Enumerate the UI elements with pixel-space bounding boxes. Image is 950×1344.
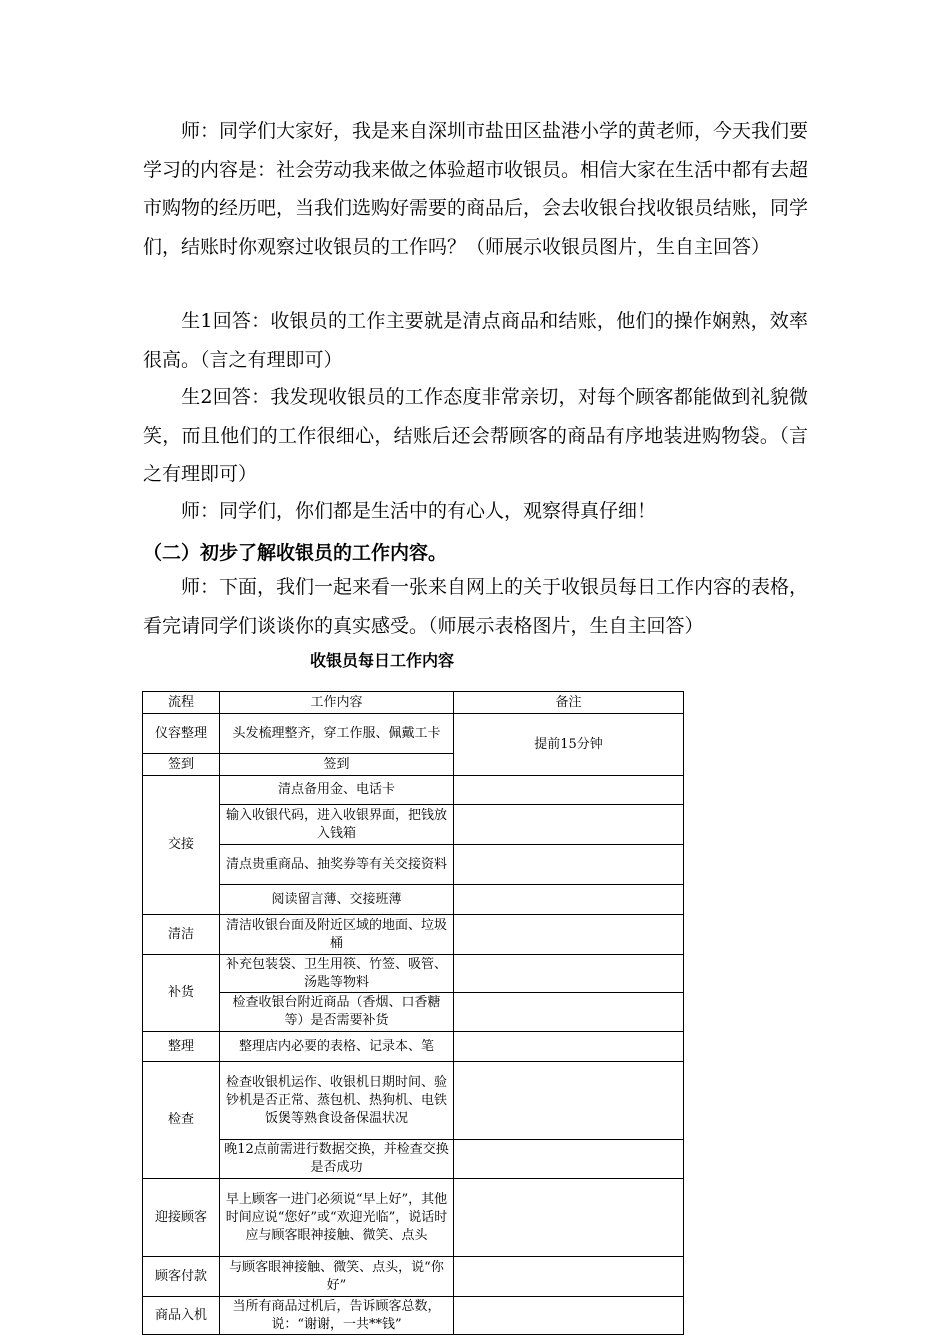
table-row	[143, 1062, 684, 1140]
paragraph-student-2: 生2回答：我发现收银员的工作态度非常亲切，对每个顾客都能做到礼貌微笑，而且他们的工作很细心，结账后还会帮顾客的商品有序地装进购物袋。（言之有理即可）	[143, 386, 808, 485]
note-cell	[454, 1062, 684, 1140]
table-row	[143, 776, 684, 805]
process-cell: 商品入机	[143, 1297, 220, 1335]
note-cell	[454, 1032, 684, 1062]
header-content: 工作内容	[220, 692, 454, 714]
process-cell: 检查	[143, 1062, 220, 1179]
content-cell: 与顾客眼神接触、微笑、点头，说“你好”	[220, 1257, 454, 1297]
note-cell: 提前15分钟	[454, 714, 684, 776]
note-cell	[454, 845, 684, 885]
table-row	[143, 714, 684, 754]
paragraph-student-1: 生1回答：收银员的工作主要就是清点商品和结账，他们的操作娴熟，效率很高。（言之有理即可）	[143, 310, 808, 371]
work-content-table	[142, 691, 684, 1335]
content-cell: 阅读留言薄、交接班薄	[220, 885, 454, 915]
note-cell	[454, 776, 684, 805]
content-cell: 补充包装袋、卫生用筷、竹签、吸管、汤匙等物料	[220, 955, 454, 993]
table-row	[143, 1297, 684, 1335]
content-cell: 整理店内必要的表格、记录本、笔	[220, 1032, 454, 1062]
note-cell	[454, 1297, 684, 1335]
header-note: 备注	[454, 692, 684, 714]
section-heading: （二）初步了解收银员的工作内容。	[143, 542, 448, 564]
note-cell	[454, 955, 684, 993]
note-cell	[454, 805, 684, 845]
note-cell	[454, 1257, 684, 1297]
table-row	[143, 1032, 684, 1062]
note-cell	[454, 1179, 684, 1257]
table-row	[143, 1140, 684, 1179]
paragraph-teacher-intro: 师：同学们大家好，我是来自深圳市盐田区盐港小学的黄老师，今天我们要学习的内容是：社会劳动我来做之体验超市收银员。相信大家在生活中都有去超市购物的经历吧，当我们选购好需要的商品后，会去收银台找收银员结账，同学们，结账时你观察过收银员的工作吗？（师展示收银员图片，生自主回答）	[143, 120, 809, 258]
content-cell: 清洁收银台面及附近区域的地面、垃圾桶	[220, 915, 454, 955]
table-header-row	[143, 692, 684, 714]
process-cell: 整理	[143, 1032, 220, 1062]
note-cell	[454, 1140, 684, 1179]
table-row	[143, 805, 684, 845]
table-row	[143, 993, 684, 1032]
table-row	[143, 885, 684, 915]
table-caption: 收银员每日工作内容	[310, 651, 455, 670]
process-cell: 顾客付款	[143, 1257, 220, 1297]
content-cell: 输入收银代码，进入收银界面，把钱放入钱箱	[220, 805, 454, 845]
note-cell	[454, 993, 684, 1032]
process-cell: 迎接顾客	[143, 1179, 220, 1257]
process-cell: 清洁	[143, 915, 220, 955]
table-row	[143, 955, 684, 993]
content-cell: 晚12点前需进行数据交换，并检查交换是否成功	[220, 1140, 454, 1179]
note-cell	[454, 915, 684, 955]
note-cell	[454, 885, 684, 915]
header-process: 流程	[143, 692, 220, 714]
process-cell: 仪容整理	[143, 714, 220, 754]
content-cell: 清点备用金、电话卡	[220, 776, 454, 805]
table-row	[143, 845, 684, 885]
content-cell: 清点贵重商品、抽奖券等有关交接资料	[220, 845, 454, 885]
table-row	[143, 915, 684, 955]
process-cell: 补货	[143, 955, 220, 1032]
content-cell: 当所有商品过机后，告诉顾客总数，说：“谢谢，一共**钱”	[220, 1297, 454, 1335]
content-cell: 检查收银机运作、收银机日期时间、验钞机是否正常、蒸包机、热狗机、电铁饭煲等熟食设备保温状况	[220, 1062, 454, 1140]
content-cell: 检查收银台附近商品（香烟、口香糖等）是否需要补货	[220, 993, 454, 1032]
paragraph-teacher-praise: 师：同学们，你们都是生活中的有心人，观察得真仔细！	[181, 500, 657, 522]
content-cell: 头发梳理整齐，穿工作服、佩戴工卡	[220, 714, 454, 754]
table-row	[143, 1257, 684, 1297]
table-row	[143, 1179, 684, 1257]
content-cell: 签到	[220, 754, 454, 776]
process-cell: 签到	[143, 754, 220, 776]
process-cell: 交接	[143, 776, 220, 915]
content-cell: 早上顾客一进门必须说“早上好”，其他时间应说“您好”或“欢迎光临”，说话时应与顾客眼神接触、微笑、点头	[220, 1179, 454, 1257]
paragraph-teacher-table-intro: 师：下面，我们一起来看一张来自网上的关于收银员每日工作内容的表格，看完请同学们谈谈你的真实感受。（师展示表格图片，生自主回答）	[143, 576, 809, 637]
